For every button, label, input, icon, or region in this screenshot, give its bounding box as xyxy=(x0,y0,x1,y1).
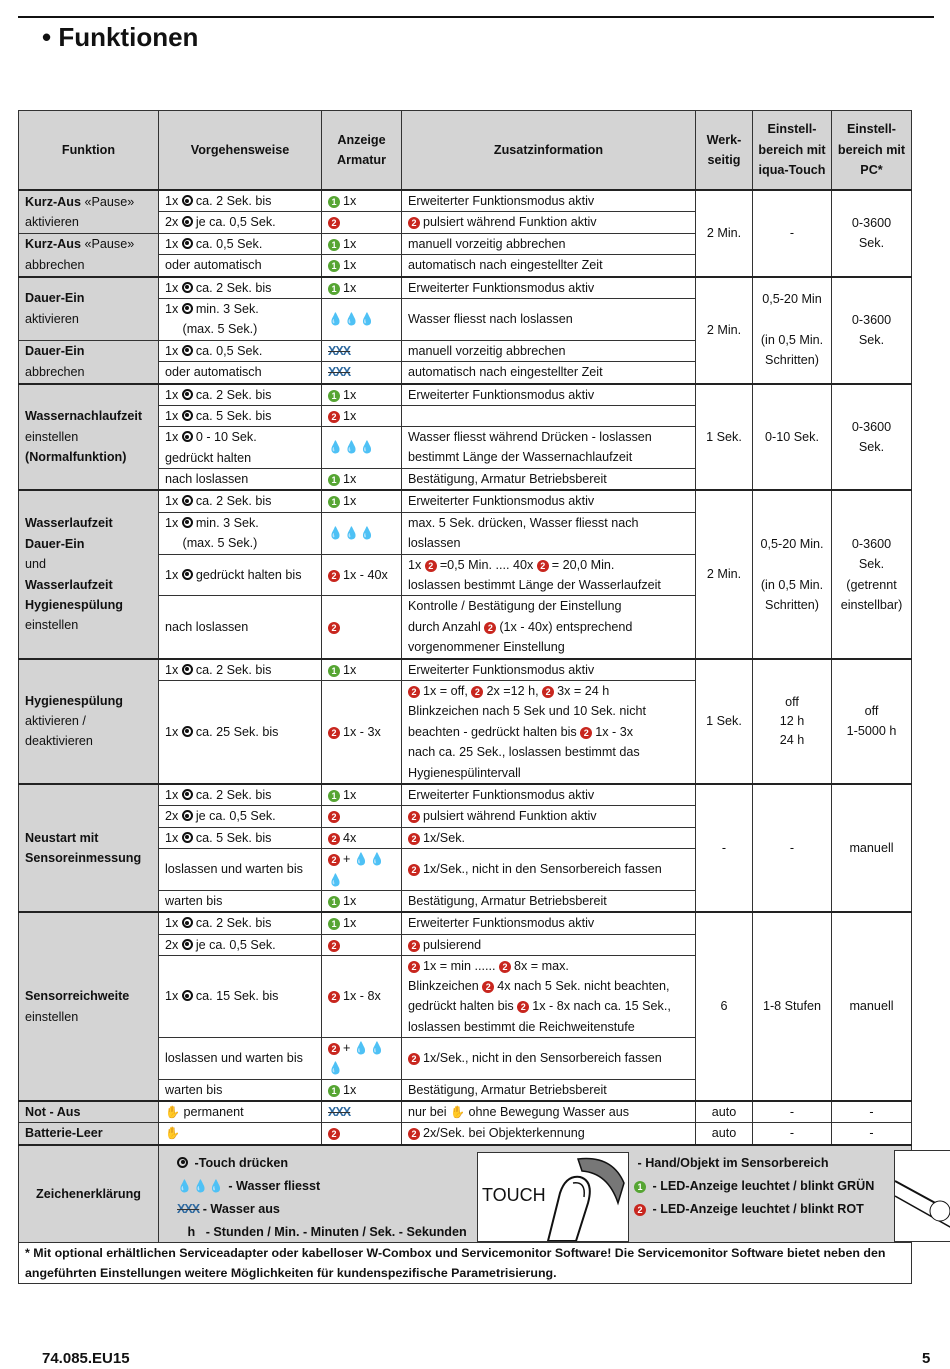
led-red-icon: 2 xyxy=(328,217,340,229)
display-cell: 2 4x xyxy=(322,827,402,848)
factory-cell: 2 Min. xyxy=(696,277,753,384)
led-red-icon: 2 xyxy=(408,940,420,952)
info-cell: 2 1x = min ...... 2 8x = max. Blinkzeichen 2 4x nach 5 Sek. nicht beachten, gedrückt halten bis 2 1x - 8x nach ca. 15 Sek., loslassen bestimmt die Reichweitenstufe xyxy=(402,956,696,1038)
procedure-cell: oder automatisch xyxy=(159,255,322,277)
info-cell: 1x 2 =0,5 Min. .... 40x 2 = 20,0 Min. loslassen bestimmt Länge der Wasserlaufzeit xyxy=(402,554,696,596)
water-drops-icon: 💧💧💧 xyxy=(328,852,386,887)
info-cell: 2 1x/Sek. xyxy=(402,827,696,848)
footnote: * Mit optional erhältlichen Serviceadapter oder kabelloser W-Combox und Servicemonitor Software! Die Servicemonitor Software bietet neben den angeführten Einstellungen weitere Möglichkeiten für kundenspezifische Parametrisierung. xyxy=(19,1242,912,1283)
led-red-icon: 2 xyxy=(408,833,420,845)
led-red-icon: 2 xyxy=(328,622,340,634)
display-cell: 2 + 💧💧💧 xyxy=(322,849,402,891)
factory-cell: - xyxy=(696,784,753,912)
touch-icon xyxy=(182,282,193,293)
function-cell: Neustart mit Sensoreinmessung xyxy=(19,784,159,912)
water-drops-icon: 💧💧💧 xyxy=(328,312,376,327)
display-cell: 1 1x xyxy=(322,190,402,212)
led-green-icon: 1 xyxy=(328,390,340,402)
iqua-cell: 0-10 Sek. xyxy=(753,384,832,491)
header-anzeige: Anzeige Armatur xyxy=(322,111,402,191)
info-cell: Wasser fliesst während Drücken - loslassen bestimmt Länge der Wassernachlaufzeit xyxy=(402,427,696,469)
display-cell xyxy=(322,212,402,233)
document-code: 74.085.EU15 xyxy=(42,1350,130,1367)
legend-right: - Hand/Objekt im Sensorbereich 1 - LED-Anzeige leuchtet / blinkt GRÜN 2 - LED-Anzeige leuchtet / blinkt ROT xyxy=(634,1152,874,1221)
procedure-cell: 1x 0 - 10 Sek. gedrückt halten xyxy=(159,427,322,469)
display-cell: 1 1x xyxy=(322,277,402,299)
hand-icon: ✋ xyxy=(450,1104,465,1119)
pc-cell: - xyxy=(832,1101,912,1123)
info-cell: Erweiterter Funktionsmodus aktiv xyxy=(402,384,696,406)
led-red-icon: 2 xyxy=(328,991,340,1003)
info-cell: nur bei ✋ ohne Bewegung Wasser aus xyxy=(402,1101,696,1123)
led-red-icon: 2 xyxy=(482,981,494,993)
info-cell: Erweiterter Funktionsmodus aktiv xyxy=(402,490,696,512)
info-cell: Erweiterter Funktionsmodus aktiv xyxy=(402,659,696,681)
display-cell xyxy=(322,806,402,827)
factory-cell: 6 xyxy=(696,912,753,1101)
display-cell: 2 + 💧💧💧 xyxy=(322,1037,402,1079)
procedure-cell: warten bis xyxy=(159,890,322,912)
led-green-icon: 1 xyxy=(328,196,340,208)
led-red-icon: 2 xyxy=(499,961,511,973)
display-cell: 1 1x xyxy=(322,384,402,406)
touch-icon xyxy=(182,569,193,580)
led-green-icon: 1 xyxy=(634,1181,646,1193)
touch-icon xyxy=(177,1157,188,1168)
display-cell xyxy=(322,1123,402,1145)
led-red-icon: 2 xyxy=(408,217,420,229)
touch-icon xyxy=(182,726,193,737)
led-green-icon: 1 xyxy=(328,896,340,908)
led-red-icon: 2 xyxy=(408,864,420,876)
display-cell: 1 1x xyxy=(322,1079,402,1101)
led-green-icon: 1 xyxy=(328,665,340,677)
display-cell: 2 1x - 3x xyxy=(322,680,402,783)
info-cell: Erweiterter Funktionsmodus aktiv xyxy=(402,277,696,299)
led-red-icon: 2 xyxy=(328,833,340,845)
procedure-cell: 1x ca. 2 Sek. bis xyxy=(159,659,322,681)
display-cell: 2 1x - 8x xyxy=(322,956,402,1038)
procedure-cell: 2x je ca. 0,5 Sek. xyxy=(159,212,322,233)
procedure-cell: 1x ca. 25 Sek. bis xyxy=(159,680,322,783)
touch-icon xyxy=(182,431,193,442)
touch-icon xyxy=(182,238,193,249)
table-row xyxy=(19,190,912,212)
function-cell: Kurz-Aus «Pause» abbrechen xyxy=(19,233,159,276)
water-drops-icon: 💧💧💧 xyxy=(328,440,376,455)
touch-illustration: TOUCH xyxy=(477,1152,629,1242)
info-cell: Erweiterter Funktionsmodus aktiv xyxy=(402,784,696,806)
display-cell xyxy=(322,596,402,659)
iqua-cell: - xyxy=(753,1123,832,1145)
touch-icon xyxy=(182,517,193,528)
display-cell: 2 1x xyxy=(322,405,402,426)
touch-icon xyxy=(182,216,193,227)
header-funktion: Funktion xyxy=(19,111,159,191)
led-red-icon: 2 xyxy=(328,854,340,866)
led-red-icon: 2 xyxy=(542,686,554,698)
procedure-cell: nach loslassen xyxy=(159,596,322,659)
procedure-cell: nach loslassen xyxy=(159,469,322,491)
led-green-icon: 1 xyxy=(328,239,340,251)
faucet-sensor-icon xyxy=(895,1151,950,1241)
table-row xyxy=(19,490,912,512)
function-cell: Hygienespülung aktivieren / deaktivieren xyxy=(19,659,159,784)
function-cell: Wasserlaufzeit Dauer-Ein und Wasserlaufzeit Hygienespülung einstellen xyxy=(19,490,159,658)
led-green-icon: 1 xyxy=(328,283,340,295)
touch-icon xyxy=(182,939,193,950)
led-red-icon: 2 xyxy=(408,686,420,698)
info-cell: 2 pulsiert während Funktion aktiv xyxy=(402,806,696,827)
pc-cell: manuell xyxy=(832,784,912,912)
finger-press-icon xyxy=(478,1153,628,1241)
procedure-cell: loslassen und warten bis xyxy=(159,1037,322,1079)
display-cell xyxy=(322,298,402,340)
iqua-cell: 0,5-20 Min. (in 0,5 Min. Schritten) xyxy=(753,490,832,658)
led-red-icon: 2 xyxy=(425,560,437,572)
iqua-cell: 0,5-20 Min (in 0,5 Min. Schritten) xyxy=(753,277,832,384)
info-cell: Bestätigung, Armatur Betriebsbereit xyxy=(402,890,696,912)
table-row xyxy=(19,1123,912,1145)
procedure-cell: 1x ca. 5 Sek. bis xyxy=(159,405,322,426)
display-cell: 1 1x xyxy=(322,890,402,912)
display-cell xyxy=(322,1101,402,1123)
led-red-icon: 2 xyxy=(328,940,340,952)
pc-cell: 0-3600 Sek. xyxy=(832,384,912,491)
factory-cell: auto xyxy=(696,1101,753,1123)
led-red-icon: 2 xyxy=(634,1204,646,1216)
info-cell: Erweiterter Funktionsmodus aktiv xyxy=(402,190,696,212)
function-cell: Batterie-Leer xyxy=(19,1123,159,1145)
info-cell: manuell vorzeitig abbrechen xyxy=(402,340,696,361)
factory-cell: 1 Sek. xyxy=(696,659,753,784)
procedure-cell: loslassen und warten bis xyxy=(159,849,322,891)
function-cell: Wassernachlaufzeit einstellen (Normalfunktion) xyxy=(19,384,159,491)
iqua-cell: - xyxy=(753,1101,832,1123)
iqua-cell: 1-8 Stufen xyxy=(753,912,832,1101)
water-off-icon: XXX xyxy=(177,1201,200,1216)
info-cell: 2 1x/Sek., nicht in den Sensorbereich fassen xyxy=(402,1037,696,1079)
page-title: • Funktionen xyxy=(42,22,199,52)
info-cell: 2 2x/Sek. bei Objekterkennung xyxy=(402,1123,696,1145)
water-off-icon: XXX xyxy=(328,1105,351,1119)
procedure-cell: 1x gedrückt halten bis xyxy=(159,554,322,596)
info-cell: Kontrolle / Bestätigung der Einstellung durch Anzahl 2 (1x - 40x) entsprechend vorgenommener Einstellung xyxy=(402,596,696,659)
pc-cell: 0-3600 Sek. (getrennt einstellbar) xyxy=(832,490,912,658)
function-cell: Dauer-Ein abbrechen xyxy=(19,340,159,383)
table-row xyxy=(19,784,912,806)
info-cell: automatisch nach eingestellter Zeit xyxy=(402,255,696,277)
display-cell xyxy=(322,362,402,384)
procedure-cell: 1x min. 3 Sek. (max. 5 Sek.) xyxy=(159,298,322,340)
table-row xyxy=(19,912,912,934)
iqua-cell: - xyxy=(753,190,832,277)
function-cell: Dauer-Ein aktivieren xyxy=(19,277,159,341)
display-cell xyxy=(322,512,402,554)
header-pc: Einstell-bereich mit PC* xyxy=(832,111,912,191)
factory-cell: 2 Min. xyxy=(696,190,753,277)
functions-table xyxy=(18,110,912,1284)
procedure-cell: 1x ca. 2 Sek. bis xyxy=(159,784,322,806)
procedure-cell: 2x je ca. 0,5 Sek. xyxy=(159,806,322,827)
procedure-cell: 1x ca. 2 Sek. bis xyxy=(159,384,322,406)
pc-cell: manuell xyxy=(832,912,912,1101)
info-cell: Erweiterter Funktionsmodus aktiv xyxy=(402,912,696,934)
device-illustration xyxy=(894,1150,950,1242)
led-red-icon: 2 xyxy=(408,1128,420,1140)
legend-content xyxy=(159,1145,912,1243)
display-cell: 2 1x - 40x xyxy=(322,554,402,596)
pc-cell: - xyxy=(832,1123,912,1145)
display-cell: 1 1x xyxy=(322,469,402,491)
factory-cell: 1 Sek. xyxy=(696,384,753,491)
footnote-row xyxy=(19,1242,912,1283)
top-rule xyxy=(18,16,934,18)
info-cell: manuell vorzeitig abbrechen xyxy=(402,233,696,254)
touch-icon xyxy=(182,195,193,206)
water-drops-icon: 💧💧💧 xyxy=(328,1040,386,1076)
led-green-icon: 1 xyxy=(328,474,340,486)
led-green-icon: 1 xyxy=(328,918,340,930)
hand-icon: ✋ xyxy=(165,1104,180,1119)
led-red-icon: 2 xyxy=(328,570,340,582)
info-cell: Bestätigung, Armatur Betriebsbereit xyxy=(402,469,696,491)
page-number: 5 xyxy=(922,1350,931,1367)
touch-icon xyxy=(182,990,193,1001)
led-red-icon: 2 xyxy=(328,811,340,823)
display-cell xyxy=(322,340,402,361)
touch-icon xyxy=(182,495,193,506)
legend-label: Zeichenerklärung xyxy=(19,1145,159,1243)
table-header-row xyxy=(19,111,912,191)
water-off-icon: XXX xyxy=(328,365,351,380)
procedure-cell: 1x ca. 2 Sek. bis xyxy=(159,190,322,212)
led-red-icon: 2 xyxy=(484,622,496,634)
touch-icon xyxy=(182,345,193,356)
iqua-cell: off 12 h 24 h xyxy=(753,659,832,784)
display-cell: 1 1x xyxy=(322,490,402,512)
led-red-icon: 2 xyxy=(328,1043,340,1055)
procedure-cell: 1x ca. 2 Sek. bis xyxy=(159,490,322,512)
procedure-cell: 1x ca. 0,5 Sek. xyxy=(159,233,322,254)
led-green-icon: 1 xyxy=(328,790,340,802)
header-vorgehensweise: Vorgehensweise xyxy=(159,111,322,191)
led-green-icon: 1 xyxy=(328,260,340,272)
table-row xyxy=(19,659,912,681)
led-red-icon: 2 xyxy=(517,1001,529,1013)
factory-cell: auto xyxy=(696,1123,753,1145)
info-cell: 2 1x/Sek., nicht in den Sensorbereich fassen xyxy=(402,849,696,891)
iqua-cell: - xyxy=(753,784,832,912)
pc-cell: 0-3600 Sek. xyxy=(832,190,912,277)
touch-icon xyxy=(182,810,193,821)
display-cell xyxy=(322,427,402,469)
touch-icon xyxy=(182,789,193,800)
procedure-cell: warten bis xyxy=(159,1079,322,1101)
procedure-cell xyxy=(159,1123,322,1145)
display-cell: 1 1x xyxy=(322,784,402,806)
touch-icon xyxy=(182,917,193,928)
display-cell: 1 1x xyxy=(322,659,402,681)
info-cell: Wasser fliesst nach loslassen xyxy=(402,298,696,340)
led-red-icon: 2 xyxy=(580,727,592,739)
procedure-cell: 1x ca. 0,5 Sek. xyxy=(159,340,322,361)
water-drops-icon: 💧💧💧 xyxy=(177,1178,225,1193)
touch-icon xyxy=(182,303,193,314)
function-cell: Not - Aus xyxy=(19,1101,159,1123)
procedure-cell: 1x ca. 5 Sek. bis xyxy=(159,827,322,848)
display-cell xyxy=(322,934,402,955)
hand-icon: ✋ xyxy=(165,1126,180,1141)
led-green-icon: 1 xyxy=(328,496,340,508)
led-red-icon: 2 xyxy=(408,961,420,973)
led-red-icon: 2 xyxy=(328,411,340,423)
led-red-icon: 2 xyxy=(471,686,483,698)
procedure-cell: 1x ca. 2 Sek. bis xyxy=(159,912,322,934)
pc-cell: 0-3600 Sek. xyxy=(832,277,912,384)
legend-row xyxy=(19,1145,912,1243)
header-zusatz: Zusatzinformation xyxy=(402,111,696,191)
table-row xyxy=(19,384,912,406)
header-werkseitig: Werk-seitig xyxy=(696,111,753,191)
procedure-cell: 2x je ca. 0,5 Sek. xyxy=(159,934,322,955)
display-cell: 1 1x xyxy=(322,233,402,254)
table-row xyxy=(19,277,912,299)
procedure-cell: ✋ permanent xyxy=(159,1101,322,1123)
led-red-icon: 2 xyxy=(408,811,420,823)
led-green-icon: 1 xyxy=(328,1085,340,1097)
function-cell: Kurz-Aus «Pause» aktivieren xyxy=(19,190,159,233)
procedure-cell: 1x min. 3 Sek. (max. 5 Sek.) xyxy=(159,512,322,554)
touch-icon xyxy=(182,410,193,421)
led-red-icon: 2 xyxy=(328,1128,340,1140)
factory-cell: 2 Min. xyxy=(696,490,753,658)
display-cell: 1 1x xyxy=(322,255,402,277)
procedure-cell: oder automatisch xyxy=(159,362,322,384)
led-red-icon: 2 xyxy=(537,560,549,572)
procedure-cell: 1x ca. 15 Sek. bis xyxy=(159,956,322,1038)
display-cell: 1 1x xyxy=(322,912,402,934)
function-cell: Sensorreichweite einstellen xyxy=(19,912,159,1101)
procedure-cell: 1x ca. 2 Sek. bis xyxy=(159,277,322,299)
table-row xyxy=(19,1101,912,1123)
info-cell: automatisch nach eingestellter Zeit xyxy=(402,362,696,384)
pc-cell: off 1-5000 h xyxy=(832,659,912,784)
info-cell xyxy=(402,405,696,426)
water-off-icon: XXX xyxy=(328,343,351,358)
info-cell: 2 1x = off, 2 2x =12 h, 2 3x = 24 h Blinkzeichen nach 5 Sek und 10 Sek. nicht beachten - gedrückt halten bis 2 1x - 3x nach ca. 25 Sek., loslassen bestimmt das Hygienespülintervall xyxy=(402,680,696,783)
info-cell: 2 pulsierend xyxy=(402,934,696,955)
legend-left: -Touch drücken 💧💧💧 - Wasser fliesst XXX - Wasser aus h - Stunden / Min. - Minuten / Sek. - Sekunden xyxy=(177,1155,467,1239)
touch-icon xyxy=(182,664,193,675)
info-cell: max. 5 Sek. drücken, Wasser fliesst nach loslassen xyxy=(402,512,696,554)
header-iqua: Einstell-bereich mit iqua-Touch xyxy=(753,111,832,191)
water-drops-icon: 💧💧💧 xyxy=(328,526,376,541)
led-red-icon: 2 xyxy=(408,1053,420,1065)
led-red-icon: 2 xyxy=(328,727,340,739)
touch-icon xyxy=(182,832,193,843)
info-cell: 2 pulsiert während Funktion aktiv xyxy=(402,212,696,233)
touch-icon xyxy=(182,389,193,400)
info-cell: Bestätigung, Armatur Betriebsbereit xyxy=(402,1079,696,1101)
